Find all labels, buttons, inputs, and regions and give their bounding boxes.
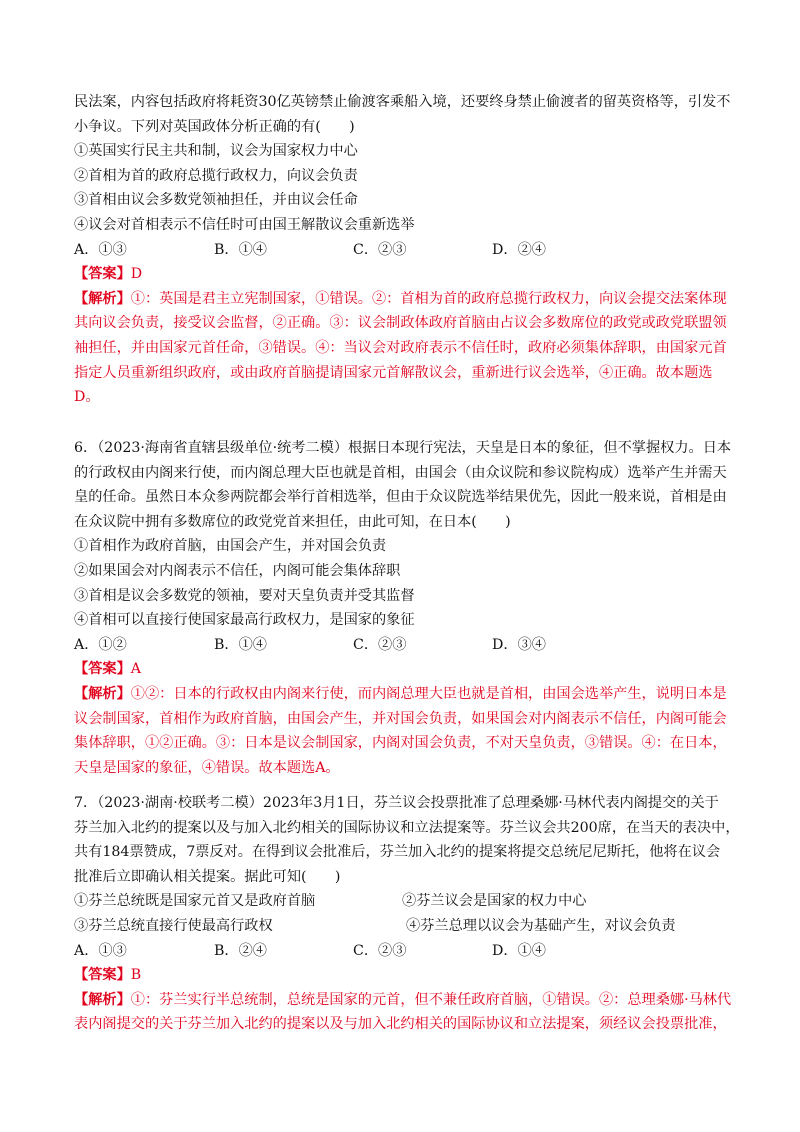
q7-stem-line: 批准后立即确认相关提案。据此可知( )	[74, 868, 341, 885]
q6-answer-value: A	[130, 661, 142, 678]
q6-statement: ①首相作为政府首脑，由国会产生，并对国会负责	[74, 538, 387, 555]
q5-analysis-line: 【解析】①：英国是君主立宪制国家，①错误。②：首相为首的政府总揽行政权力，向议会提交法案体现	[74, 290, 727, 307]
q6-stem-line: 的行政权由内阁来行使，而内阁总理大臣也就是首相，由国会（由众议院和参议院构成）选举产生并需天	[74, 464, 727, 481]
q6-option-c: C．②③	[353, 636, 407, 653]
q7-option-a: A．①③	[74, 942, 127, 959]
q5-statement: ②首相为首的政府总揽行政权力，向议会负责	[74, 167, 358, 184]
q6-statement: ②如果国会对内阁表示不信任，内阁可能会集体辞职	[74, 562, 401, 579]
q5-answer-label: 【答案】	[74, 266, 131, 283]
q7-option-d: D．①④	[492, 942, 546, 959]
question-5	[74, 90, 731, 410]
question-6	[74, 436, 732, 780]
q7-statement: ③芬兰总统直接行使最高行政权	[74, 917, 273, 934]
q7-statement: ④芬兰总理以议会为基础产生，对议会负责	[406, 917, 676, 934]
q7-option-b: B．②④	[214, 942, 267, 959]
q7-statements-row	[74, 914, 726, 939]
q5-answer-value: D	[130, 266, 143, 283]
q6-answer	[74, 657, 726, 682]
q6-option-d: D．③④	[492, 636, 546, 653]
q7-option-c: C．②③	[353, 942, 407, 959]
q7-analysis-line: 【解析】①：芬兰实行半总统制，总统是国家的元首，但不兼任政府首脑，①错误。②：总理桑娜·马林代	[74, 991, 732, 1008]
q6-option-b: B．①④	[214, 636, 267, 653]
q7-stem-line: 芬兰加入北约的提案以及与加入北约相关的国际协议和立法提案等。芬兰议会共200席，在当天的表决中，	[74, 819, 740, 836]
q5-analysis-line: 其向议会负责，接受议会监督，②正确。③：议会制政体政府首脑由占议会多数席位的政党或政党联盟领	[74, 315, 727, 332]
q6-stem-line: 6．（2023·海南省直辖县级单位·统考二模）根据日本现行宪法，天皇是日本的象征，但不掌握权力。日本	[74, 440, 732, 456]
q5-options	[74, 238, 726, 263]
q7-answer	[74, 963, 726, 988]
q7-analysis-line: 表内阁提交的关于芬兰加入北约的提案以及与加入北约相关的国际协议和立法提案，须经议会投票批准，	[74, 1016, 727, 1033]
question-7	[74, 791, 740, 1037]
q7-statement: ①芬兰总统既是国家元首又是政府首脑	[74, 893, 316, 910]
q7-analysis-label: 【解析】	[74, 991, 131, 1008]
q5-option-c: C．②③	[353, 241, 407, 258]
q5-statement: ④议会对首相表示不信任时可由国王解散议会重新选举	[74, 216, 415, 233]
q6-analysis-line: 集体辞职，①②正确。③：日本是议会制国家，内阁对国会负责，不对天皇负责，③错误。④：在日本，	[74, 735, 727, 752]
q5-statement: ③首相由议会多数党领袖担任，并由议会任命	[74, 192, 358, 209]
q6-analysis-line: 天皇是国家的象征，④错误。故本题选A。	[74, 759, 340, 776]
q6-option-a: A．①②	[74, 636, 127, 653]
q7-answer-label: 【答案】	[74, 967, 131, 984]
q5-analysis-line: 袖担任，并由国家元首任命，③错误。④：当议会对政府表示不信任时，政府必须集体辞职，由国家元首	[74, 339, 727, 356]
q7-statements-row	[74, 889, 726, 914]
q7-options	[74, 939, 726, 964]
q6-statement: ③首相是议会多数党的领袖，要对天皇负责并受其监督	[74, 587, 415, 604]
q7-stem-line: 7．（2023·湖南·校联考二模）2023年3月1日，芬兰议会投票批准了总理桑娜·马林代表内阁提交的关于	[74, 795, 719, 811]
q6-analysis-line: 【解析】①②：日本的行政权由内阁来行使，而内阁总理大臣也就是首相，由国会选举产生，说明日本是	[74, 685, 727, 702]
q5-stem-line: 民法案，内容包括政府将耗资30亿英镑禁止偷渡客乘船入境，还要终身禁止偷渡者的留英资格等，引发不	[74, 94, 731, 110]
q5-analysis-line: 指定人员重新组织政府，或由政府首脑提请国家元首解散议会，重新进行议会选举，④正确。故本题选	[74, 364, 713, 381]
q5-option-d: D．②④	[492, 241, 546, 258]
q5-answer	[74, 262, 726, 287]
q6-answer-label: 【答案】	[74, 661, 131, 678]
q5-statement: ①英国实行民主共和制，议会为国家权力中心	[74, 143, 358, 160]
q6-statement: ④首相可以直接行使国家最高行政权力，是国家的象征	[74, 612, 415, 629]
q6-stem-line: 皇的任命。虽然日本众参两院都会举行首相选举，但由于众议院选举结果优先，因此一般来说，首相是由	[74, 489, 727, 506]
q5-analysis-line: D。	[74, 389, 100, 406]
q6-stem-line: 在众议院中拥有多数席位的政党党首来担任，由此可知，在日本( )	[74, 513, 511, 530]
q6-analysis-line: 议会制国家，首相作为政府首脑，由国会产生，并对国会负责，如果国会对内阁表示不信任，内阁可能会	[74, 710, 727, 727]
q6-options	[74, 633, 726, 658]
q5-option-a: A．①③	[74, 241, 127, 258]
q5-analysis-label: 【解析】	[74, 290, 131, 307]
q7-answer-value: B	[130, 967, 142, 984]
q7-statement: ②芬兰议会是国家的权力中心	[402, 893, 587, 910]
q7-stem-line: 共有184票赞成，7票反对。在得到议会批准后，芬兰加入北约的提案将提交总统尼尼斯托，他将在议会	[74, 844, 721, 861]
q5-option-b: B．①④	[214, 241, 267, 258]
q6-analysis-label: 【解析】	[74, 685, 131, 702]
q5-stem-line: 小争议。下列对英国政体分析正确的有( )	[74, 118, 355, 135]
